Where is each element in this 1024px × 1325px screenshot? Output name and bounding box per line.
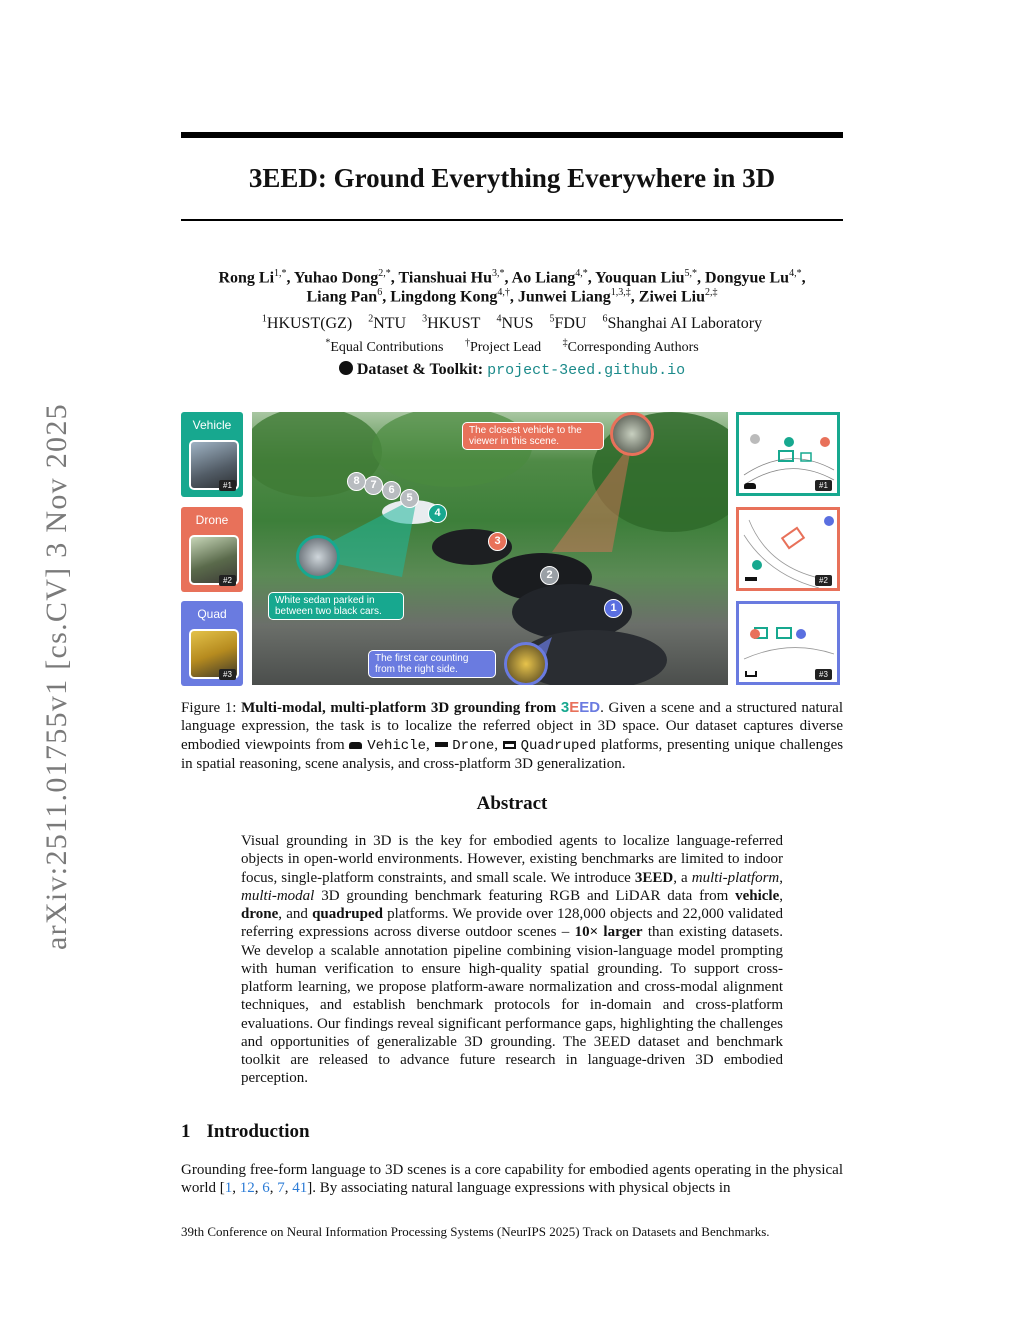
paper-title: 3EED: Ground Everything Everywhere in 3D	[248, 163, 776, 193]
detection-tag: #2	[815, 575, 832, 586]
quad-inset-icon	[504, 642, 548, 685]
detection-card-quad	[736, 601, 840, 685]
callout-first-car: The first car counting from the right side.	[368, 650, 496, 678]
marker-6: 6	[382, 481, 401, 500]
car-icon	[349, 742, 362, 749]
author-line-1: Rong $Li^{1,*}$, Yuhao Dong$^{2,*}$, Tianshuai $Hu^{3,*}$, Ao Liang$^{4,*}$, Youquan Liu$^{5,*}$, Dongyue $Lu^{4,*}$,	[218, 268, 806, 287]
marker-5: 5	[400, 489, 419, 508]
platform-card-quad	[181, 601, 243, 686]
section-heading-introduction: 1 Introduction	[181, 1121, 310, 1142]
platform-label: Quad	[197, 607, 227, 621]
platform-card-vehicle	[181, 412, 243, 497]
platform-label: Drone	[195, 513, 229, 527]
marker-8: 8	[347, 472, 366, 491]
car-icon	[744, 483, 756, 489]
citation-link[interactable]: 6	[262, 1180, 270, 1197]
dataset-link[interactable]: project-3eed.github.io	[487, 362, 686, 379]
author-line-2: Liang Pan$^6$, Lingdong Kong$^{4,\dagger}$, Junwei Liang$^{1,3,\ddagger}$, Ziwei Liu$^{2,\ddagger}$	[306, 287, 718, 306]
github-icon	[339, 361, 353, 375]
drone-inset-icon	[610, 412, 654, 456]
dataset-line	[181, 361, 843, 379]
top-thick-rule	[181, 132, 843, 138]
abstract-heading: Abstract	[476, 793, 548, 814]
citation-link[interactable]: 1	[224, 1180, 233, 1197]
platform-label: Vehicle	[192, 418, 232, 432]
citation-link[interactable]: 41	[292, 1180, 308, 1197]
contribution-notes: *Equal Contributions †Project Lead ‡Corresponding Authors	[325, 337, 699, 355]
affiliations: $^1$HKUST(GZ) $^2$NTU $^3$HKUST $^4$NUS $^5$FDU $^6$Shanghai AI Laboratory	[261, 314, 763, 333]
platform-tag: #2	[219, 575, 236, 586]
platform-tag: #3	[219, 669, 236, 680]
3eed-logo: 3EED	[560, 699, 601, 716]
abstract-body: Visual grounding in 3D is the key for embodied agents to localize language-referred objects in open-world environments. However, existing benchmarks are limited to indoor focus, single-platform constraints, and small scale. We introduce 3EED, a multi-platform, multi-modal 3D grounding benchmark featuring RGB and LiDAR data from vehicle, drone, and quadruped platforms. We provide over 128,000 objects and 22,000 validated referring expressions across diverse outdoor scenes – 10× larger than existing datasets. We develop a scalable annotation pipeline combining vision-language model prompting with human verification to ensure high-quality spatial grounding. To support cross-platform learning, we propose platform-aware normalization and cross-modal alignment techniques, and establish benchmark protocols for in-domain and cross-platform evaluations. Our findings reveal significant performance gaps, highlighting the challenges and opportunities of generalizable 3D grounding. The 3EED dataset and benchmark toolkit are released to advance future research in language-driven 3D embodied perception.	[241, 833, 784, 1087]
marker-4: 4	[428, 504, 447, 523]
detection-tag: #3	[815, 669, 832, 680]
quad-icon	[745, 671, 757, 677]
detection-tag: #1	[815, 480, 832, 491]
marker-1: 1	[604, 599, 623, 618]
title-bottom-rule	[181, 219, 843, 221]
callout-closest-vehicle: The closest vehicle to the viewer in this scene.	[462, 422, 604, 450]
marker-2: 2	[540, 566, 559, 585]
citation-link[interactable]: 12	[239, 1180, 255, 1197]
conference-footer: 39th Conference on Neural Information Processing Systems (NeurIPS 2025) Track on Datasets and Benchmarks.	[181, 1224, 770, 1239]
marker-3: 3	[488, 532, 507, 551]
platform-tag: #1	[219, 480, 236, 491]
dataset-label: Dataset & Toolkit:	[356, 361, 484, 378]
quadruped-icon	[503, 741, 516, 749]
drone-icon	[745, 577, 757, 581]
introduction-paragraph: Grounding free-form language to 3D scenes is a core capability for embodied agents operating in the physical world [1, 12, 6, 7, 41]. By associating natural language expressions with physical objects in	[181, 1162, 843, 1197]
figure-caption: Figure 1: Multi-modal, multi-platform 3D grounding from 3EED. Given a scene and a structured natural language expression, the task is to localize the referred object in 3D space. Our dataset captures diverse embodied viewpoints from Vehicle, Drone, Quadruped platforms, presenting unique challenges in spatial reasoning, scene analysis, and cross-platform 3D generalization.	[181, 699, 844, 772]
marker-7: 7	[364, 476, 383, 495]
callout-white-sedan: White sedan parked in between two black cars.	[268, 592, 404, 620]
platform-card-drone	[181, 507, 243, 592]
detection-card-vehicle	[736, 412, 840, 496]
drone-icon	[435, 742, 448, 747]
view-cone-drone	[552, 442, 632, 552]
detection-card-drone	[736, 507, 840, 591]
scene-point-cloud	[252, 412, 728, 685]
arxiv-identifier: arXiv:2511.01755v1 [cs.CV] 3 Nov 2025	[40, 403, 73, 950]
vehicle-inset-icon	[296, 535, 340, 579]
citation-link[interactable]: 7	[277, 1180, 285, 1197]
